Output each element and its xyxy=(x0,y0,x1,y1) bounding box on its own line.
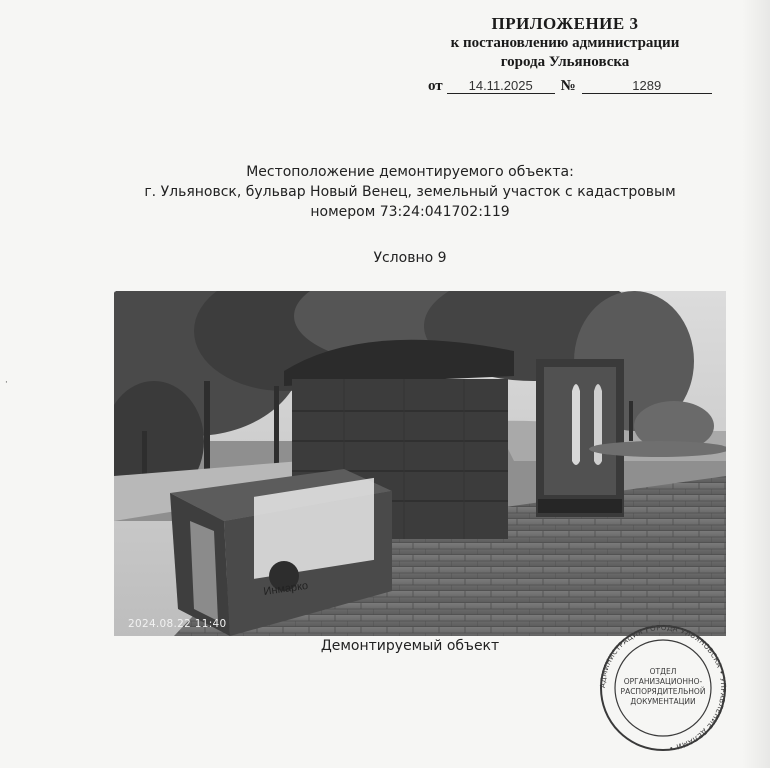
appendix-header xyxy=(400,14,730,72)
official-stamp xyxy=(588,624,738,752)
drinks-cooler xyxy=(536,359,624,517)
resolution-date-row xyxy=(428,78,712,95)
resolution-number: 1289 xyxy=(582,78,712,94)
number-sign: № xyxy=(560,78,576,94)
scan-speck: · xyxy=(5,378,8,388)
freezer-brand: Инмарко xyxy=(262,579,309,598)
date-prefix: от xyxy=(428,78,443,94)
page-edge-shadow xyxy=(742,0,770,768)
appendix-line-2: города Ульяновска xyxy=(500,54,630,70)
appendix-line-1: к постановлению администрации xyxy=(450,35,680,51)
hedge xyxy=(589,441,726,457)
stamp-line-3: РАСПОРЯДИТЕЛЬНОЙ xyxy=(620,687,706,696)
photo-caption: Демонтируемый объект xyxy=(320,638,500,654)
object-photo xyxy=(114,291,726,636)
photo-scene xyxy=(114,291,726,636)
appendix-title: ПРИЛОЖЕНИЕ 3 xyxy=(491,14,639,33)
location-address: г. Ульяновск, бульвар Новый Венец, земельный участок с кадастровым xyxy=(144,184,676,200)
location-cadastral: номером 73:24:041702:119 xyxy=(310,204,510,220)
location-heading: Местоположение демонтируемого объекта: xyxy=(246,164,574,180)
stamp-ring-text: АДМИНИСТРАЦИЯ ГОРОДА УЛЬЯНОВСКА • УПРАВЛЕНИЕ ДЕЛАМИ • xyxy=(598,624,728,752)
conditional-label: Условно 9 xyxy=(373,250,447,266)
stamp-line-4: ДОКУМЕНТАЦИИ xyxy=(630,697,696,706)
resolution-date: 14.11.2025 xyxy=(447,78,555,94)
stamp-line-2: ОРГАНИЗАЦИОННО- xyxy=(623,677,703,686)
photo-timestamp: 2024.08.22 11:40 xyxy=(128,618,227,630)
object-location xyxy=(110,162,710,222)
stamp-line-1: ОТДЕЛ xyxy=(649,667,677,676)
